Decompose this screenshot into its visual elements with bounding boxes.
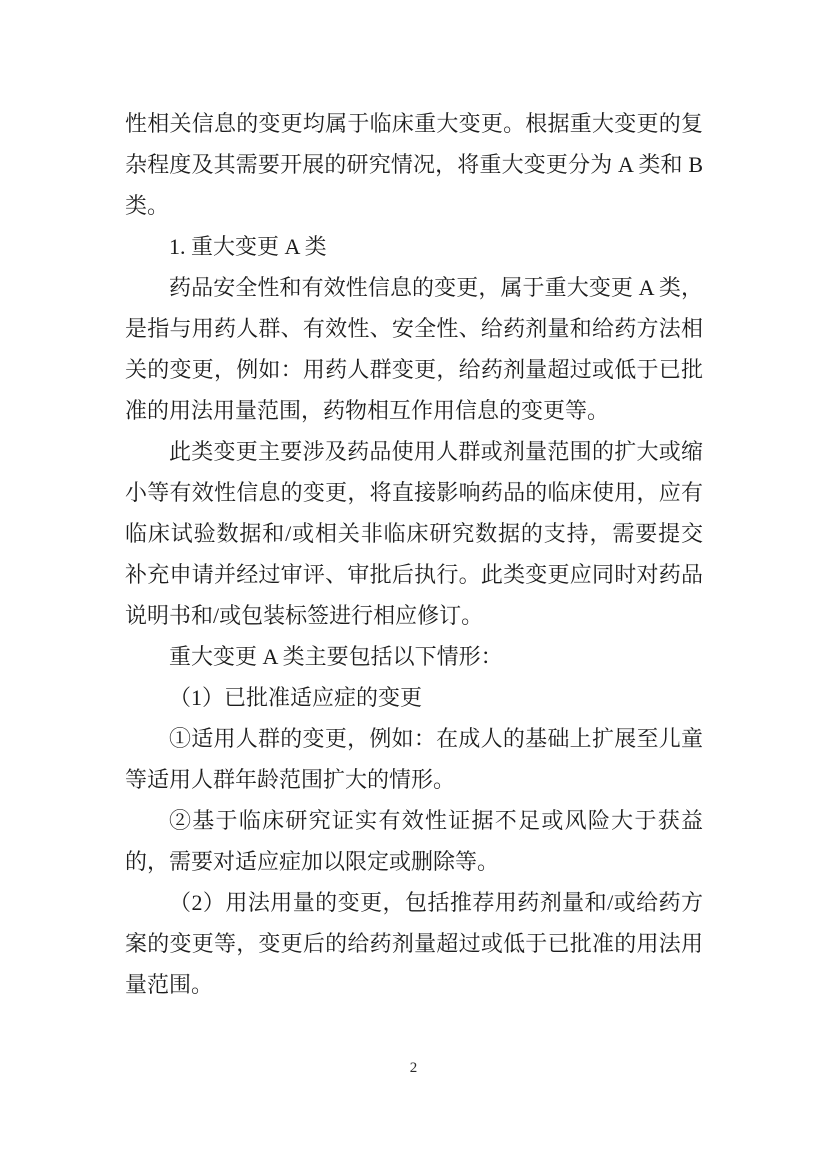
document-body: [125, 103, 703, 1005]
paragraph: 性相关信息的变更均属于临床重大变更。根据重大变更的复杂程度及其需要开展的研究情况，将重大变更分为 A 类和 B 类。: [125, 111, 703, 218]
paragraph: 1. 重大变更 A 类: [169, 234, 327, 259]
paragraph: ①适用人群的变更，例如：在成人的基础上扩展至儿童等适用人群年龄范围扩大的情形。: [125, 726, 703, 792]
paragraph: （2）用法用量的变更，包括推荐用药剂量和/或给药方案的变更等，变更后的给药剂量超过或低于已批准的用法用量范围。: [125, 890, 703, 997]
page-number: 2: [409, 1060, 418, 1076]
paragraph: ②基于临床研究证实有效性证据不足或风险大于获益的，需要对适应症加以限定或删除等。: [125, 808, 703, 874]
paragraph: 药品安全性和有效性信息的变更，属于重大变更 A 类，是指与用药人群、有效性、安全性、给药剂量和给药方法相关的变更，例如：用药人群变更，给药剂量超过或低于已批准的用法用量范围，药物相互作用信息的变更等。: [125, 275, 703, 423]
paragraph: 重大变更 A 类主要包括以下情形：: [169, 644, 503, 669]
paragraph: 此类变更主要涉及药品使用人群或剂量范围的扩大或缩小等有效性信息的变更，将直接影响药品的临床使用，应有临床试验数据和/或相关非临床研究数据的支持，需要提交补充申请并经过审评、审批后执行。此类变更应同时对药品说明书和/或包装标签进行相应修订。: [125, 439, 703, 628]
paragraph: （1）已批准适应症的变更: [169, 685, 423, 710]
